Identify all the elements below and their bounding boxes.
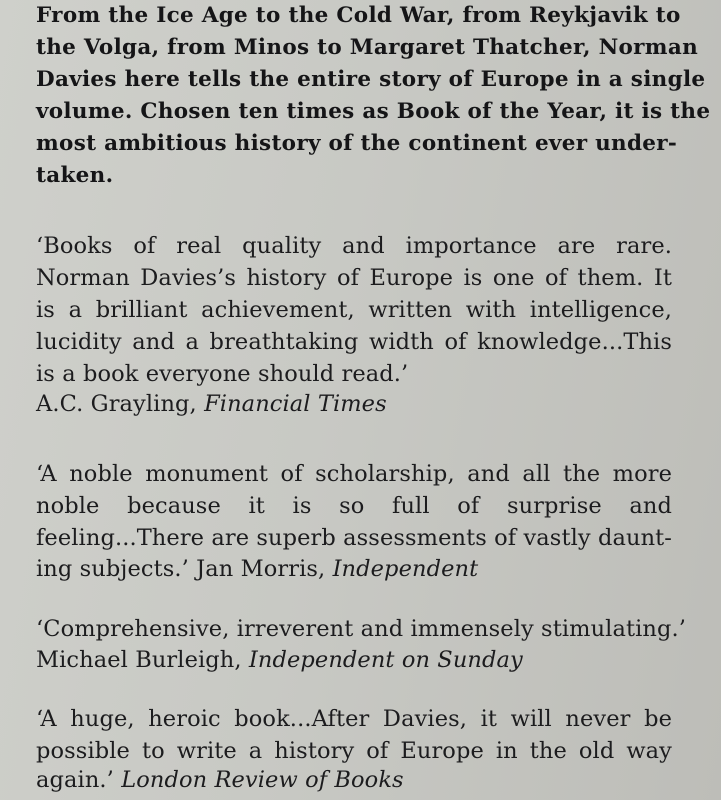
blurb-line: Davies here tells the entire story of Europe in a single xyxy=(36,67,706,92)
quote-line: is a brilliant achievement, written with intelligence, xyxy=(36,297,672,323)
quote-source: Independent xyxy=(332,556,479,582)
quote-attribution xyxy=(36,390,387,418)
blurb-line: taken. xyxy=(36,163,114,188)
blurb-line: From the Ice Age to the Cold War, from Reykjavik to xyxy=(36,3,681,28)
quote-line: ‘A huge, heroic book...After Davies, it will never be xyxy=(36,706,672,732)
quote-line: ‘Books of real quality and importance are rare. xyxy=(36,233,672,259)
quote-line: Norman Davies’s history of Europe is one of them. It xyxy=(36,265,672,291)
quote-attribution xyxy=(36,766,404,794)
quote-line: lucidity and a breathtaking width of knowledge...This xyxy=(36,329,672,355)
quote-line: ‘A noble monument of scholarship, and all the more xyxy=(36,461,672,487)
quote-last-line: again.’ xyxy=(36,767,114,793)
quote-line: noble because it is so full of surprise and xyxy=(36,493,672,519)
blurb-line: volume. Chosen ten times as Book of the Year, it is the xyxy=(36,99,711,124)
quote-line: ‘Comprehensive, irreverent and immensely stimulating.’ xyxy=(36,616,687,642)
quote-line: feeling...There are superb assessments of vastly daunt- xyxy=(36,525,672,551)
quote-source: London Review of Books xyxy=(121,767,404,793)
quote-attribution xyxy=(36,555,478,583)
quote-line: possible to write a history of Europe in the old way xyxy=(36,738,672,764)
quote-source: Financial Times xyxy=(204,391,387,417)
quote-author: A.C. Grayling, xyxy=(36,391,197,417)
quote-line: is a book everyone should read.’ xyxy=(36,361,409,387)
quote-source: Independent on Sunday xyxy=(248,647,523,673)
quote-author: Michael Burleigh, xyxy=(36,647,242,673)
blurb-line: most ambitious history of the continent ever under- xyxy=(36,131,678,156)
quote-last-line: ing subjects.’ Jan Morris, xyxy=(36,556,326,582)
quote-attribution xyxy=(36,646,523,674)
blurb-line: the Volga, from Minos to Margaret Thatcher, Norman xyxy=(36,35,699,60)
